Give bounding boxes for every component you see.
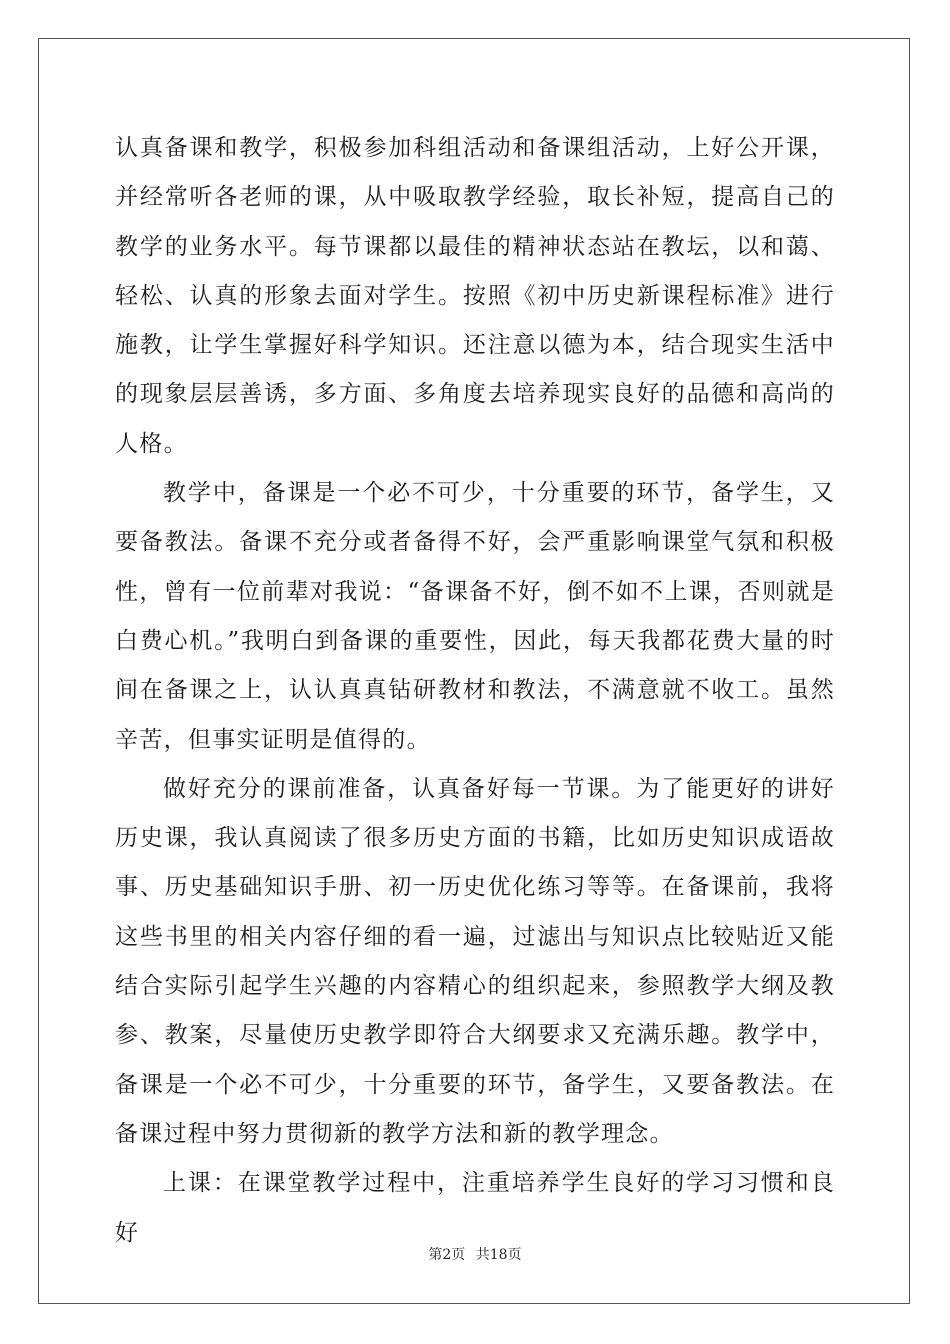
paragraph-1: 认真备课和教学，积极参加科组活动和备课组活动，上好公开课，并经常听各老师的课，从中吸取教学经验，取长补短，提高自己的教学的业务水平。每节课都以最佳的精神状态站在教坛，以和蔼、轻松、认真的形象去面对学生。按照《初中历史新课程标准》进行施教，让学生掌握好科学知识。还注意以德为本，结合现实生活中的现象层层善诱，多方面、多角度去培养现实良好的品德和高尚的人格。 <box>115 135 835 457</box>
total-pages: 共18页 <box>475 1247 522 1263</box>
page-number: 第2页 <box>428 1247 466 1263</box>
paragraph-2: 教学中，备课是一个必不可少，十分重要的环节，备学生，又要备教法。备课不充分或者备得不好，会严重影响课堂气氛和积极性，曾有一位前辈对我说：“备课备不好，倒不如不上课，否则就是白费心机。”我明白到备课的重要性，因此，每天我都花费大量的时间在备课之上，认认真真钻研教材和教法，不满意就不收工。虽然辛苦，但事实证明是值得的。 <box>115 480 835 753</box>
paragraph-4: 上课：在课堂教学过程中，注重培养学生良好的学习习惯和良好 <box>115 1170 835 1246</box>
document-body <box>115 124 835 1258</box>
paragraph-3: 做好充分的课前准备，认真备好每一节课。为了能更好的讲好历史课，我认真阅读了很多历史方面的书籍，比如历史知识成语故事、历史基础知识手册、初一历史优化练习等等。在备课前，我将这些书里的相关内容仔细的看一遍，过滤出与知识点比较贴近又能结合实际引起学生兴趣的内容精心的组织起来，参照教学大纲及教参、教案，尽量使历史教学即符合大纲要求又充满乐趣。教学中，备课是一个必不可少，十分重要的环节，备学生，又要备教法。在备课过程中努力贯彻新的教学方法和新的教学理念。 <box>115 775 835 1147</box>
page-footer <box>0 1244 950 1264</box>
